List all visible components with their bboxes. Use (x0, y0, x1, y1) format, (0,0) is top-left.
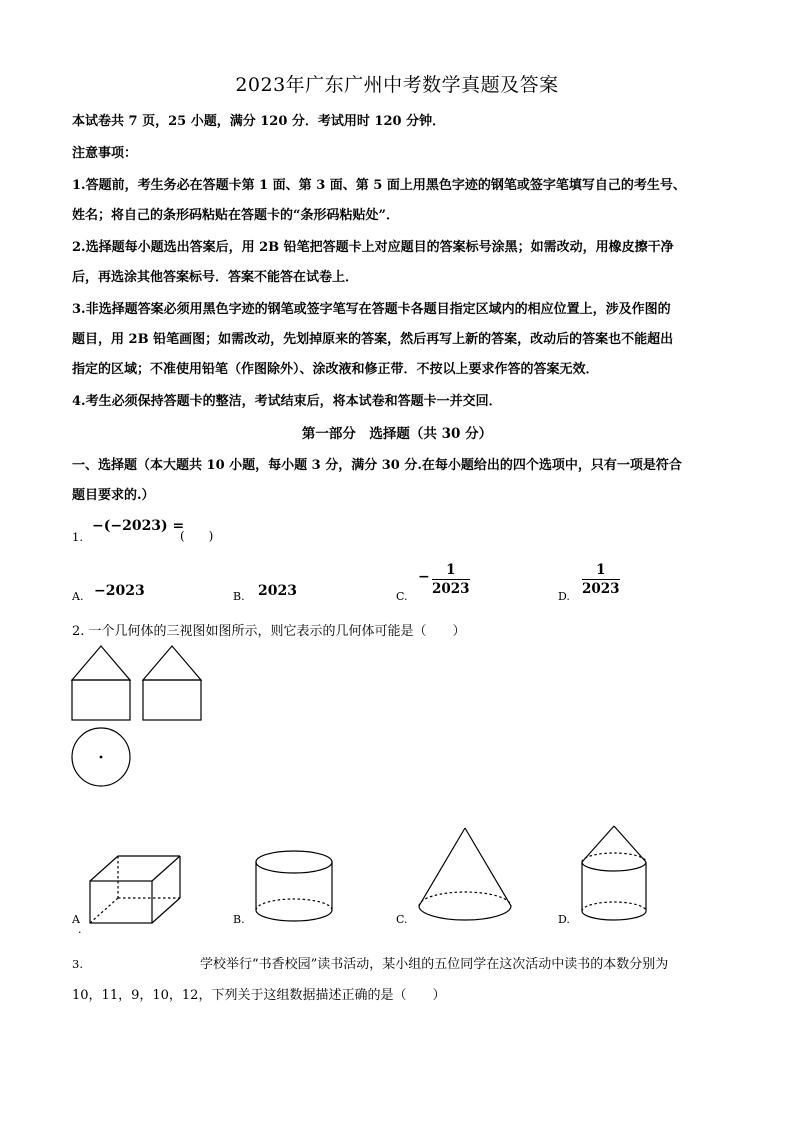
q1-answer-blank: ( ) (180, 529, 214, 543)
q1-option-d-letter: D. (558, 590, 570, 603)
front-view-body (72, 680, 130, 720)
q3-number: 3. (72, 957, 83, 971)
section-instructions: 一、选择题（本大题共 10 小题，每小题 3 分，满分 30 分.在每小题给出的四个选项中，只有一项是符合 (72, 458, 682, 473)
q2-option-a-letter: A (72, 913, 80, 926)
fraction-denominator: 2023 (432, 581, 470, 597)
q2-option-b-letter: B. (233, 913, 245, 926)
note-line: 题目，用 2B 铅笔画图；如需改动，先划掉原来的答案，然后再写上新的答案，改动后的答案也不能超出 (72, 332, 674, 347)
q3-text-line2: 10，11，9，10，12，下列关于这组数据描述正确的是（ ） (72, 988, 446, 1003)
note-line: 姓名；将自己的条形码粘贴在答题卡的“条形码粘贴处”． (72, 208, 399, 223)
note-line: 指定的区域；不准使用铅笔（作图除外）、涂改液和修正带．不按以上要求作答的答案无效． (72, 362, 599, 377)
side-view-roof (143, 646, 201, 680)
q1-expression: −(−2023) = (92, 518, 185, 534)
q2-option-c-letter: C. (396, 913, 408, 926)
page-title: 2023年广东广州中考数学真题及答案 (235, 74, 559, 96)
q1-number: 1. (72, 530, 83, 544)
q1-option-c-sign: − (418, 569, 430, 585)
note-line: 4.考生必须保持答题卡的整洁，考试结束后，将本试卷和答题卡一并交回． (72, 394, 502, 409)
part-one-title: 第一部分 选择题（共 30 分） (301, 426, 493, 442)
q1-option-a-letter: A. (72, 590, 84, 603)
fraction-denominator: 2023 (582, 581, 620, 597)
note-line: 1.答题前，考生务必在答题卡第 1 面、第 3 面、第 5 面上用黑色字迹的钢笔或签字笔填写自己的考生号、 (72, 178, 686, 193)
front-view-roof (72, 646, 130, 680)
exam-summary: 本试卷共 7 页，25 小题，满分 120 分．考试用时 120 分钟． (72, 114, 446, 129)
note-line: 3.非选择题答案必须用黑色字迹的钢笔或签字笔写在答题卡各题目指定区域内的相应位置上，涉及作图的 (72, 302, 671, 317)
note-line: 2.选择题每小题选出答案后，用 2B 铅笔把答题卡上对应题目的答案标号涂黑；如需改动，用橡皮擦干净 (72, 240, 674, 255)
section-instructions-cont: 题目要求的.） (72, 488, 155, 503)
option-b-cylinder (256, 851, 332, 921)
notice-heading: 注意事项： (72, 146, 138, 161)
q1-option-a-value: −2023 (94, 583, 145, 599)
q1-option-c-letter: C. (396, 590, 408, 603)
q1-option-b-letter: B. (233, 590, 245, 603)
fraction-numerator: 1 (446, 562, 456, 578)
q3-text-line1: 学校举行“书香校园”读书活动，某小组的五位同学在这次活动中读书的本数分别为 (200, 957, 669, 972)
fraction-numerator: 1 (596, 562, 606, 578)
q2-option-a-dot: . (78, 923, 82, 936)
q1-option-b-value: 2023 (258, 583, 297, 599)
q2-text: 2. 一个几何体的三视图如图所示，则它表示的几何体可能是（ ） (72, 624, 466, 639)
side-view-body (143, 680, 201, 720)
option-d-cone-cylinder (582, 826, 646, 920)
option-a-cuboid (90, 856, 180, 923)
top-view-center-dot (100, 756, 103, 759)
option-c-cone (419, 828, 511, 920)
note-line: 后，再选涂其他答案标号．答案不能答在试卷上． (72, 270, 359, 285)
q2-option-d-letter: D. (558, 913, 570, 926)
